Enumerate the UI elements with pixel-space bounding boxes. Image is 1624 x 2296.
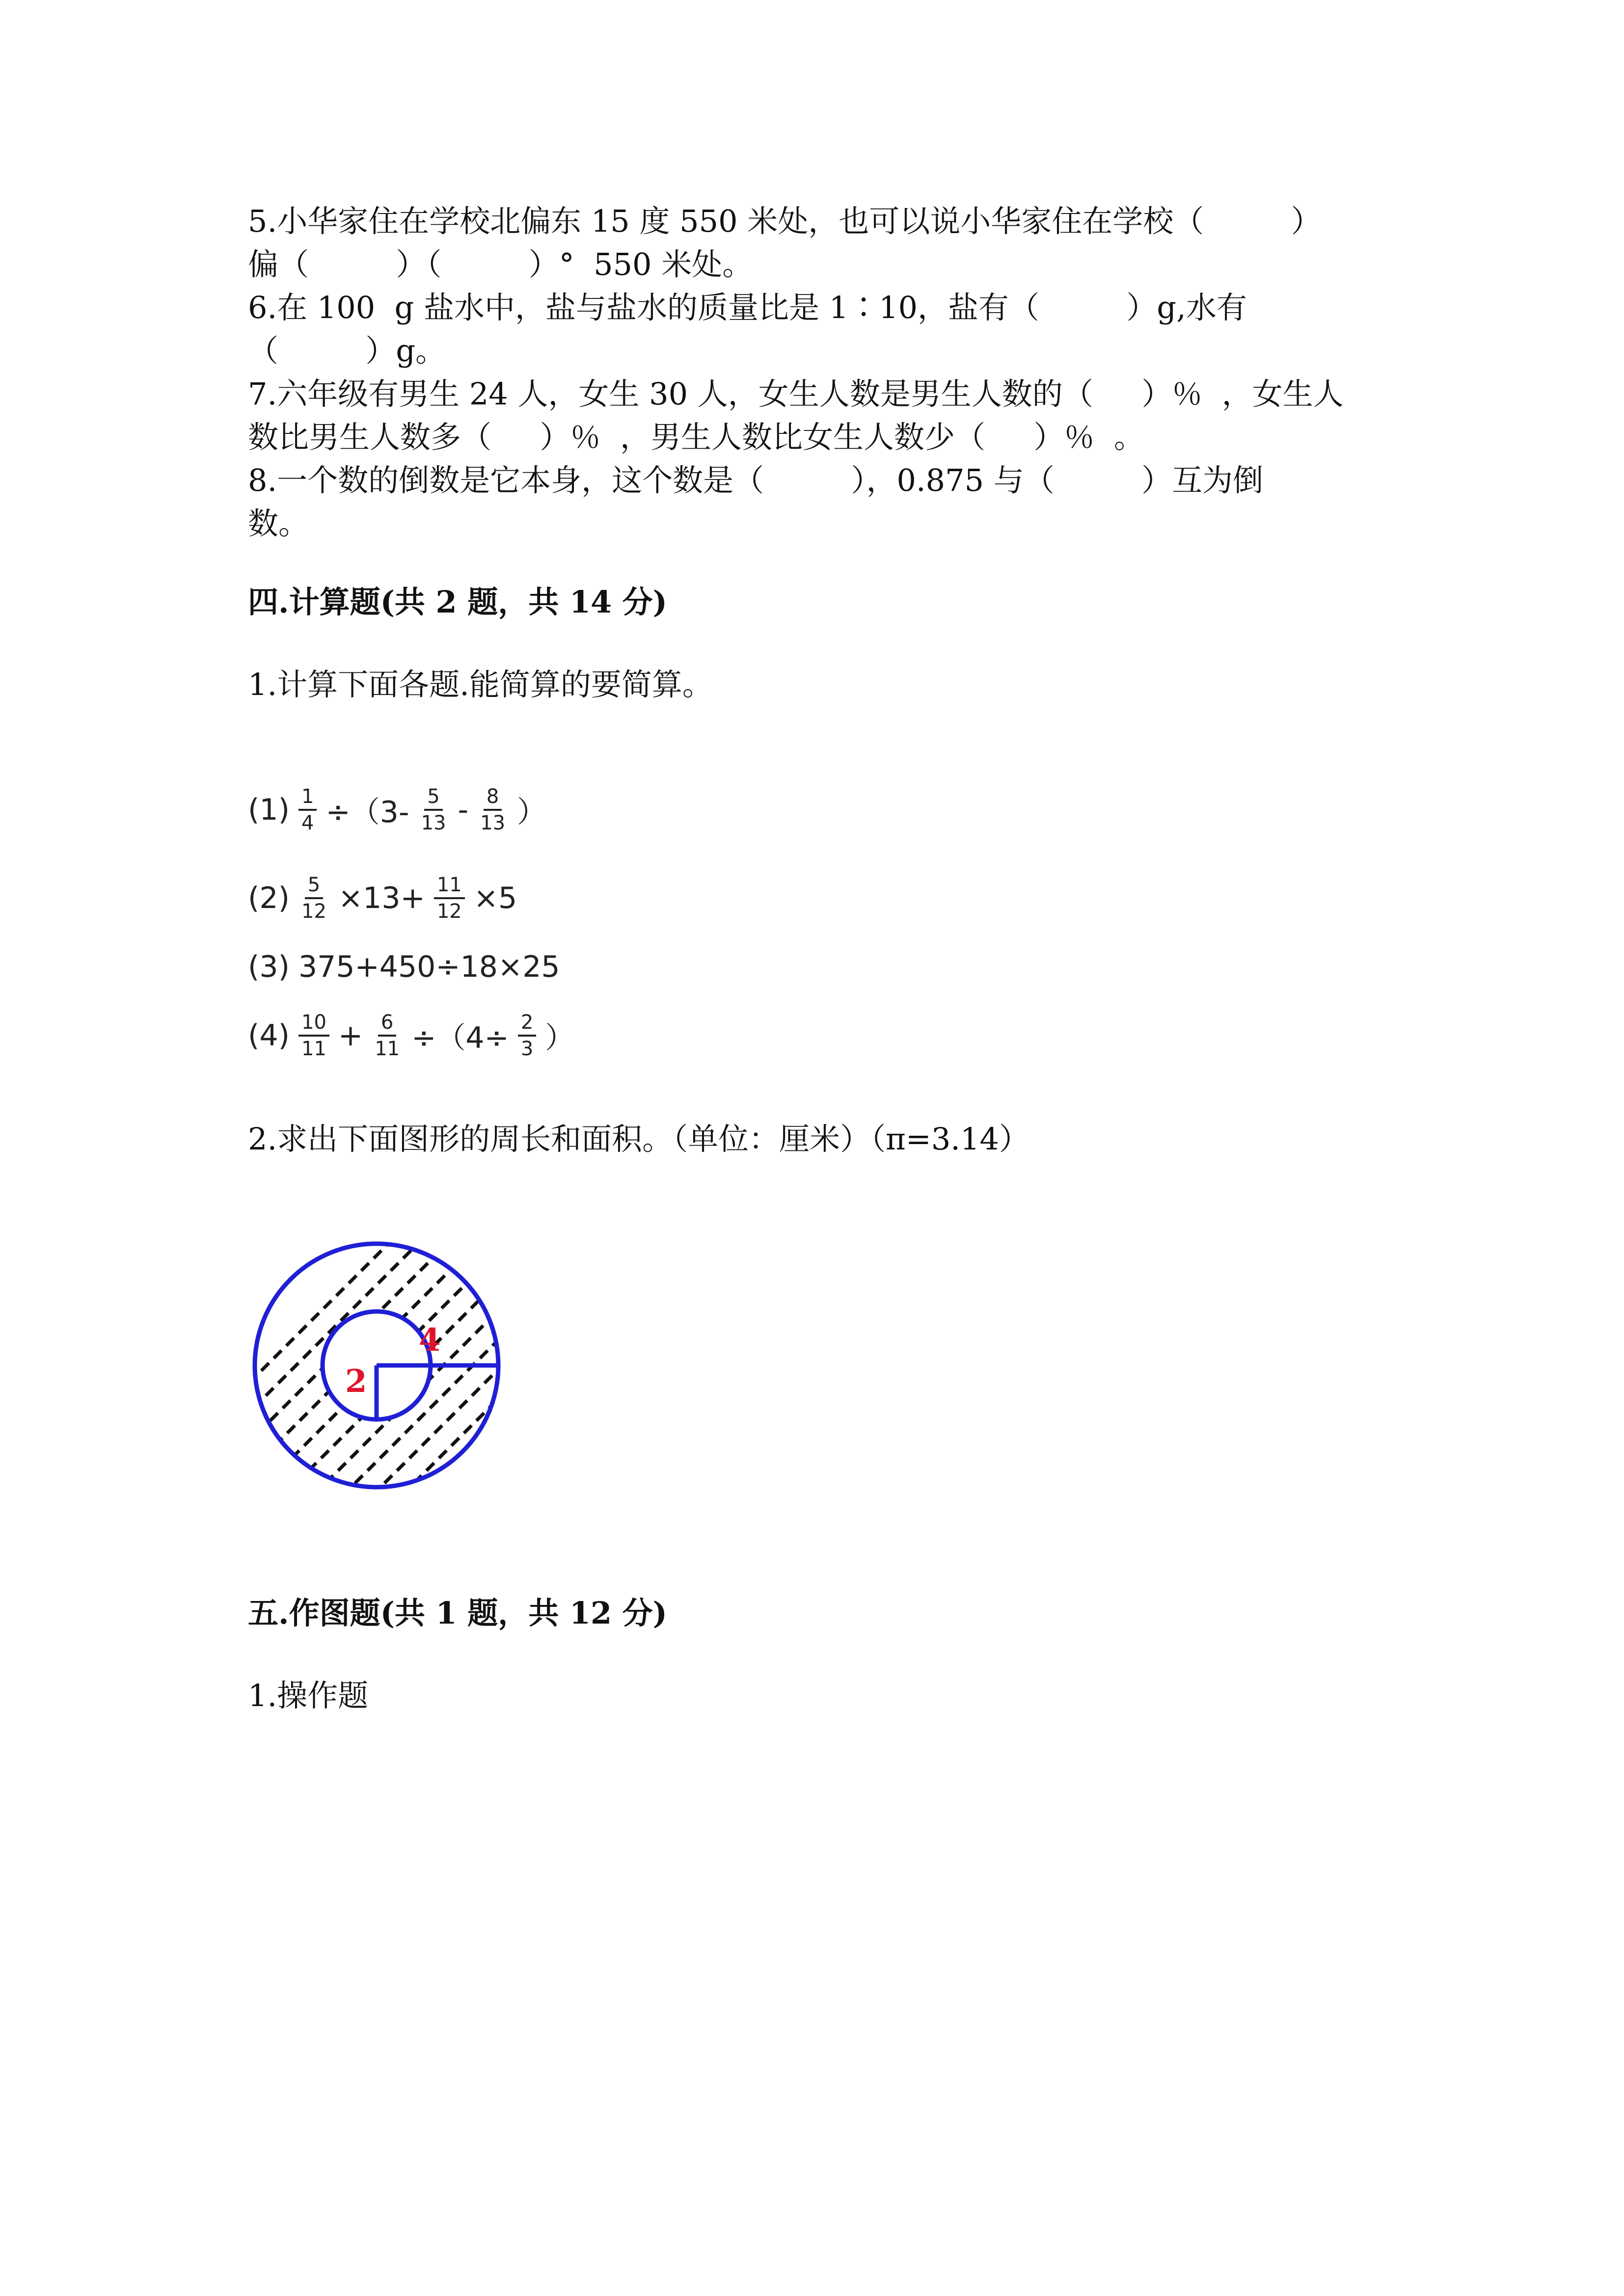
fraction: $\frac{5}{12}$: [301, 874, 326, 923]
operator: +: [338, 1018, 363, 1053]
fraction: $\frac{5}{13}$: [421, 785, 446, 834]
calc-label: (3): [248, 950, 290, 984]
calc-item-2: [248, 869, 517, 928]
q6-line2: （ ）g。: [248, 333, 446, 369]
q7-line2: 数比男生人数多（ ）％ ，男生人数比女生人数少（ ）％ 。: [248, 419, 1144, 455]
operator: ÷（4÷: [411, 1021, 509, 1055]
calc-label: (4): [248, 1018, 290, 1053]
calc-question-1: 1.计算下面各题.能简算的要简算。: [248, 667, 713, 702]
fraction: $\frac{2}{3}$: [518, 1012, 536, 1059]
calc-label: (1): [248, 793, 290, 827]
operator: -: [458, 793, 469, 827]
outer-radius-label: 4: [419, 1322, 441, 1359]
fraction: $\frac{6}{11}$: [375, 1011, 400, 1060]
fraction: $\frac{8}{13}$: [480, 785, 506, 834]
calc-item-3: [248, 937, 560, 996]
q8-line2: 数。: [248, 506, 309, 541]
fraction: $\frac{1}{4}$: [298, 786, 317, 833]
annulus-figure: [248, 1217, 523, 1502]
q6-line1: 6.在 100 g 盐水中，盐与盐水的质量比是 1∶10，盐有（ ）g,水有: [248, 290, 1247, 325]
q5-line2: 偏（ ）（ ）° 550 米处。: [248, 246, 753, 282]
inner-radius-label: 2: [345, 1363, 367, 1400]
fraction: $\frac{11}{12}$: [434, 875, 465, 922]
q5-line1: 5.小华家住在学校北偏东 15 度 550 米处，也可以说小华家住在学校（ ）: [248, 203, 1322, 239]
closing-paren: ）: [545, 1021, 575, 1055]
operator: ×13+: [338, 881, 425, 915]
geometry-question-2: 2.求出下面图形的周长和面积。（单位：厘米）（π=3.14）: [248, 1121, 1029, 1157]
calc-item-4: [248, 1006, 574, 1065]
q7-line1: 7.六年级有男生 24 人，女生 30 人，女生人数是男生人数的（ ）％ ，女生人: [248, 376, 1344, 412]
drawing-question-1: 1.操作题: [248, 1678, 369, 1713]
calc-item-1: [248, 780, 546, 839]
expression: 375+450÷18×25: [298, 950, 560, 984]
closing-paren: ）: [517, 795, 547, 829]
operator: ÷（3-: [325, 795, 409, 829]
q8-line1: 8.一个数的倒数是它本身，这个数是（ ），0.875 与（ ）互为倒: [248, 462, 1264, 498]
fraction: $\frac{10}{11}$: [298, 1012, 329, 1059]
section5-heading: 五.作图题(共 1 题，共 12 分): [248, 1595, 668, 1631]
section4-heading: 四.计算题(共 2 题，共 14 分): [248, 584, 668, 620]
operator: ×5: [473, 881, 517, 915]
calc-label: (2): [248, 881, 290, 915]
hatch-shading: [248, 1217, 523, 1502]
